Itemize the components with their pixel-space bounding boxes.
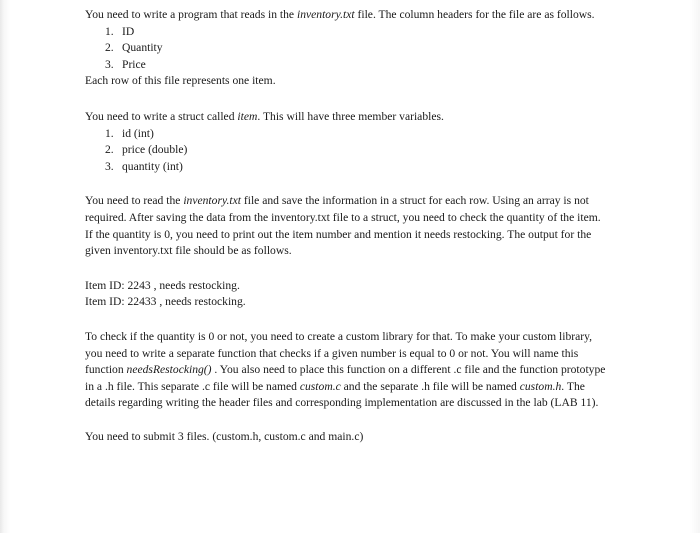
list-number: 1. [105, 24, 114, 38]
read-filename: inventory.txt [183, 194, 241, 208]
h-filename: custom.h [519, 379, 562, 393]
list-item [85, 40, 610, 57]
c-filename: custom.c [299, 379, 341, 393]
library-text: . The details regarding writing the header files and corresponding implementation are discussed in the lab (LAB 11). [85, 379, 599, 410]
intro-paragraph [85, 7, 610, 24]
struct-paragraph [85, 109, 610, 126]
submission-note: You need to submit 3 files. (custom.h, custom.c and main.c) [85, 429, 364, 443]
list-number: 3. [105, 159, 114, 173]
column-header-list [85, 24, 610, 74]
list-label: ID [122, 24, 135, 38]
list-label: price (double) [122, 143, 188, 157]
custom-library-paragraph [85, 329, 610, 412]
struct-text-end: . This will have three member variables. [257, 109, 444, 123]
row-note: Each row of this file represents one item. [85, 74, 276, 88]
read-text-end: file and save the information in a struct for each row. Using an array is not required. After saving the data from the inventory.txt file to a struct, you need to check the quantity of the item. If the quantity is 0, you need to print out the item number and mention it needs restocking. The output for the given inventory.txt file should be as follows. [85, 194, 601, 258]
intro-text-end: file. The column headers for the file are as follows. [354, 8, 595, 21]
list-label: Quantity [122, 41, 163, 55]
document-body [85, 7, 610, 445]
list-item [85, 126, 610, 143]
list-number: 3. [105, 57, 114, 71]
library-text: To check if the quantity is 0 or not, you need to create a custom library for that. To make your custom library, you need to write a separate function that checks if a given number is equal to 0 or not. You will name this function [85, 329, 593, 377]
output-line: Item ID: 2243 , needs restocking. [85, 278, 240, 292]
library-text: and the separate .h file will be named [340, 379, 520, 393]
library-text: . You also need to place this function on a different .c file and the function prototype in a .h file. This separate .c file will be named [85, 363, 606, 393]
list-label: id (int) [122, 126, 154, 140]
function-name: needsRestocking() [126, 363, 212, 377]
read-text: You need to read the [85, 194, 184, 208]
struct-name: item [237, 109, 258, 123]
struct-text: You need to write a struct called [85, 109, 238, 123]
list-number: 2. [105, 41, 114, 55]
list-item [85, 159, 610, 176]
list-label: quantity (int) [122, 159, 183, 173]
list-number: 1. [105, 126, 114, 140]
expected-output [85, 278, 610, 311]
list-item [85, 142, 610, 159]
output-line: Item ID: 22433 , needs restocking. [85, 295, 246, 309]
list-label: Price [122, 57, 146, 71]
intro-text: You need to write a program that reads in the [85, 8, 297, 21]
list-item [85, 57, 610, 74]
member-variable-list [85, 126, 610, 176]
read-file-paragraph [85, 193, 610, 259]
list-item [85, 24, 610, 41]
intro-filename: inventory.txt [296, 8, 355, 21]
list-number: 2. [105, 143, 114, 157]
